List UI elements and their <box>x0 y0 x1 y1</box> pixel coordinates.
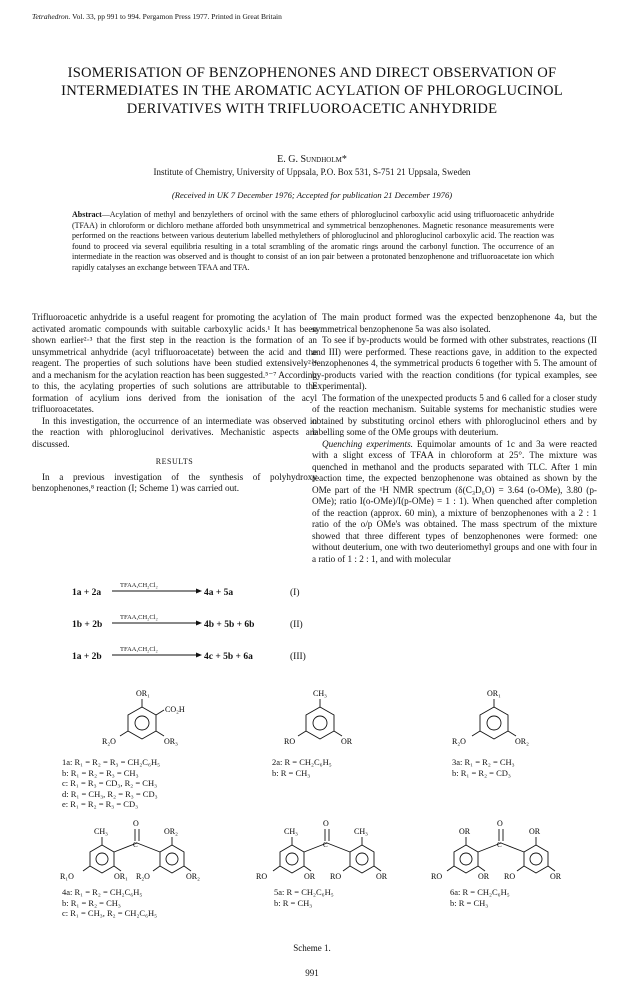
reaction-1-reactants: 1a + 2a <box>72 588 102 598</box>
reaction-3 <box>32 642 317 664</box>
reaction-1 <box>32 578 317 600</box>
labels-compound-3 <box>452 757 515 778</box>
label-4c: c: R₁ = CH₃, R₂ = CH₂C₆H₅ <box>62 908 158 918</box>
reaction-1-conditions: TFAA,CH₂Cl₂ <box>120 582 158 589</box>
abstract <box>72 210 554 273</box>
s5-rb: RO <box>330 872 342 881</box>
received-dates: (Received in UK 7 December 1976; Accepted for publication 21 December 1976) <box>171 190 453 200</box>
s4-rt: OR₂ <box>164 827 178 836</box>
reaction-2-products: 4b + 5b + 6b <box>204 620 255 630</box>
s4-rb: R₂O <box>136 872 150 881</box>
s2-left: RO <box>284 737 296 746</box>
s1-left: R₂O <box>102 737 116 746</box>
reaction-3-reactants: 1a + 2b <box>72 652 102 662</box>
author-surname: Sundholm* <box>300 154 347 165</box>
reaction-3-products: 4c + 5b + 6a <box>204 652 253 662</box>
label-2b: b: R = CH₃ <box>272 767 311 778</box>
s4-rb2: OR₂ <box>186 872 200 881</box>
s6-lt: OR <box>459 827 471 836</box>
s2-right: OR <box>341 737 353 746</box>
label-5a: 5a: R = CH₂C₆H₅ <box>274 887 334 897</box>
s3-top: OR₁ <box>487 689 501 698</box>
s1-top: OR₁ <box>136 689 150 698</box>
abstract-label: Abstract <box>72 210 102 219</box>
structure-1-ring <box>120 699 164 739</box>
s5-o: O <box>323 819 329 828</box>
results-heading: RESULTS <box>155 457 194 466</box>
quenching-text: Equimolar amounts of 1c and 3a were reacted with a slight excess of TFAA in chloroform at 25°. The mixture was quenched in methanol and the products separated with TLC. After 1 min reaction time, the expected benzophenone was obtained as shown by the OMe part of the ¹H NMR spectrum (δ(C₃D₆O) = 3.64 (o-OMe), 3.80 (p-OMe); ratio I(o-OMe)/I(p-OMe) = 1 : 1). When quenched after completion of the reaction (approx. 60 min), a mixture of benzophenones with a 2 : 1 ratio of the o/p OMe's was obtained. The mass spectrum of the mixture showed that three different types of benzophenones were formed: one without deuterium, one with two deuteriomethyl groups and one with four in a ratio of 1 : 2 : 1, and with molecular <box>312 438 598 564</box>
right-column <box>312 312 597 565</box>
s3-right: OR₂ <box>515 737 529 746</box>
reaction-2-reactants: 1b + 2b <box>72 620 103 630</box>
page-number: 991 <box>305 968 319 978</box>
labels-compound-6 <box>450 887 510 908</box>
s1-right: OR₃ <box>164 737 178 746</box>
s5-lb: RO <box>256 872 268 881</box>
label-1a: 1a: R₁ = R₂ = R₃ = CH₂C₆H₅ <box>62 757 161 767</box>
abstract-text: —Acylation of methyl and benzylethers of orcinol with the same ethers of phloroglucinol carboxylic acid using trifluoroacetic anhydride (TFAA) in chloroform or dichloro methane afforded both unsymmetrical and symmetrical benzophenones. Magnetic resonance measurements were performed on the reactions between various deuterium labelled methylethers of phloroglucinol and phloroglucinol carboxylic acid. The reaction was found to proceed via several equilibria resulting in a total scrambling of the aromatic rings around the carbonyl function. The occurrence of an intermediate in the reaction was observed and is thought to consist of an ion pair between a protonated benzophenone and trifluoroacetate ion which rapidly catalyses an exchange between TFAA and TFA. <box>72 210 554 272</box>
labels-compound-2 <box>272 757 332 778</box>
label-4b: b: R₁ = R₂ = CH₃ <box>62 897 121 908</box>
s5-rb2: OR <box>376 872 388 881</box>
left-paragraph-2: In this investigation, the occurrence of an intermediate was observed in the reaction with phloroglucinol derivatives. Mechanistic aspects are discussed. <box>32 415 317 449</box>
s6-rb2: OR <box>550 872 562 881</box>
reaction-2-conditions: TFAA,CH₂Cl₂ <box>120 614 158 621</box>
label-5b: b: R = CH₃ <box>274 897 313 908</box>
s4-o: O <box>133 819 139 828</box>
label-1d: d: R₁ = CH₃, R₂ = R₃ = CD₃ <box>62 788 158 799</box>
labels-compound-4 <box>62 887 157 919</box>
right-paragraph-4 <box>312 439 597 566</box>
reaction-3-conditions: TFAA,CH₂Cl₂ <box>120 646 158 653</box>
reaction-arrow-icon <box>112 619 202 627</box>
s5-lb2: OR <box>304 872 316 881</box>
s2-top: CH₃ <box>313 689 327 698</box>
author <box>0 154 624 165</box>
reaction-3-number: (III) <box>290 652 306 662</box>
structure-2-ring <box>298 699 342 739</box>
s6-lb2: OR <box>478 872 490 881</box>
reaction-1-number: (I) <box>290 588 300 598</box>
s5-c: C <box>323 841 328 849</box>
paper-title: ISOMERISATION OF BENZOPHENONES AND DIRECT OBSERVATION OF INTERMEDIATES IN THE AROMATIC ACYLATION OF PHLOROGLUCINOL DERIVATIVES WITH TRIFLUOROACETIC ANHYDRIDE <box>61 65 563 117</box>
labels-compound-5 <box>274 887 334 908</box>
s5-lt: CH₃ <box>284 827 298 836</box>
s6-rb: RO <box>504 872 516 881</box>
s4-lt: CH₃ <box>94 827 108 836</box>
s6-o: O <box>497 819 503 828</box>
s6-c: C <box>497 841 502 849</box>
label-4a: 4a: R₁ = R₂ = CH₂C₆H₅ <box>62 887 143 897</box>
journal-citation: Vol. 33, pp 991 to 994. Pergamon Press 1977. Printed in Great Britain <box>70 12 282 21</box>
label-6b: b: R = CH₃ <box>450 897 489 908</box>
label-1b: b: R₁ = R₂ = R₃ = CH₃ <box>62 767 139 778</box>
s1-side: CO₂H <box>165 705 185 714</box>
label-1c: c: R₁ = R₃ = CD₃, R₂ = CH₃ <box>62 778 158 788</box>
author-initials: E. G. <box>277 154 301 165</box>
scheme-1 <box>32 685 592 965</box>
reaction-arrow-icon <box>112 651 202 659</box>
left-paragraph-1: Trifluoroacetic anhydride is a useful reagent for promoting the acylation of activated aromatic compounds with suitable carboxylic acids.¹ It has been shown earlier²·³ that the first step in the reaction is the formation of an unsymmetrical anhydride (acyl trifluoroacetate) between the acid and the reagent. The properties of such solutions have been studied extensively²·⁴ and a mechanism for the acylation reaction has been suggested.⁵⁻⁷ According to this, the acylating properties of such solutions are attributable to the formation of acylium ions derived from the ionisation of the acyl trifluoroacetates. <box>32 312 317 414</box>
label-6a: 6a: R = CH₂C₆H₅ <box>450 887 510 897</box>
s3-left: R₂O <box>452 737 466 746</box>
s5-rt: CH₃ <box>354 827 368 836</box>
reaction-equations <box>32 578 317 678</box>
label-1e: e: R₁ = R₂ = R₃ = CD₃ <box>62 799 139 809</box>
reaction-arrow-icon <box>112 587 202 595</box>
s6-lb: RO <box>431 872 443 881</box>
quenching-heading: Quenching experiments. <box>322 438 413 449</box>
labels-compound-1 <box>62 757 160 810</box>
right-paragraph-1: The main product formed was the expected benzophenone 4a, but the symmetrical benzophenone 5a was also isolated. <box>312 312 597 334</box>
journal-header <box>32 12 282 21</box>
structure-3-ring <box>472 699 516 739</box>
right-paragraph-2: To see if by-products would be formed with other substrates, reactions (II and III) were performed. These reactions gave, in addition to the expected benzophenones 4, the symmetrical products 6 together with 5. The amount of by-products varied with the reaction conditions (for typical examples, see Experimental). <box>312 335 597 391</box>
s4-lb2: OR₁ <box>114 872 128 881</box>
label-3a: 3a: R₁ = R₂ = CH₃ <box>452 757 515 767</box>
right-paragraph-3: The formation of the unexpected products 5 and 6 called for a closer study of the reaction mechanism. Suitable systems for mechanistic studies were obtained by substituting orcinol ethers with phloroglucinol ethers and by labelling some of the OMe groups with deuterium. <box>312 392 597 437</box>
label-3b: b: R₁ = R₂ = CD₃ <box>452 767 511 778</box>
left-column <box>32 312 317 495</box>
label-2a: 2a: R = CH₂C₆H₅ <box>272 757 332 767</box>
reaction-1-products: 4a + 5a <box>204 588 234 598</box>
left-paragraph-3: In a previous investigation of the synthesis of polyhydroxy benzophenones,⁸ reaction (I; Scheme 1) was carried out. <box>32 471 317 493</box>
journal-name: Tetrahedron. <box>32 12 71 21</box>
s6-rt: OR <box>529 827 541 836</box>
reaction-2-number: (II) <box>290 620 303 630</box>
scheme-caption: Scheme 1. <box>293 943 331 953</box>
institute: Institute of Chemistry, University of Uppsala, P.O. Box 531, S-751 21 Uppsala, Sweden <box>153 167 471 177</box>
s4-c: C <box>133 841 138 849</box>
s4-lb: R₁O <box>60 872 74 881</box>
reaction-2 <box>32 610 317 632</box>
